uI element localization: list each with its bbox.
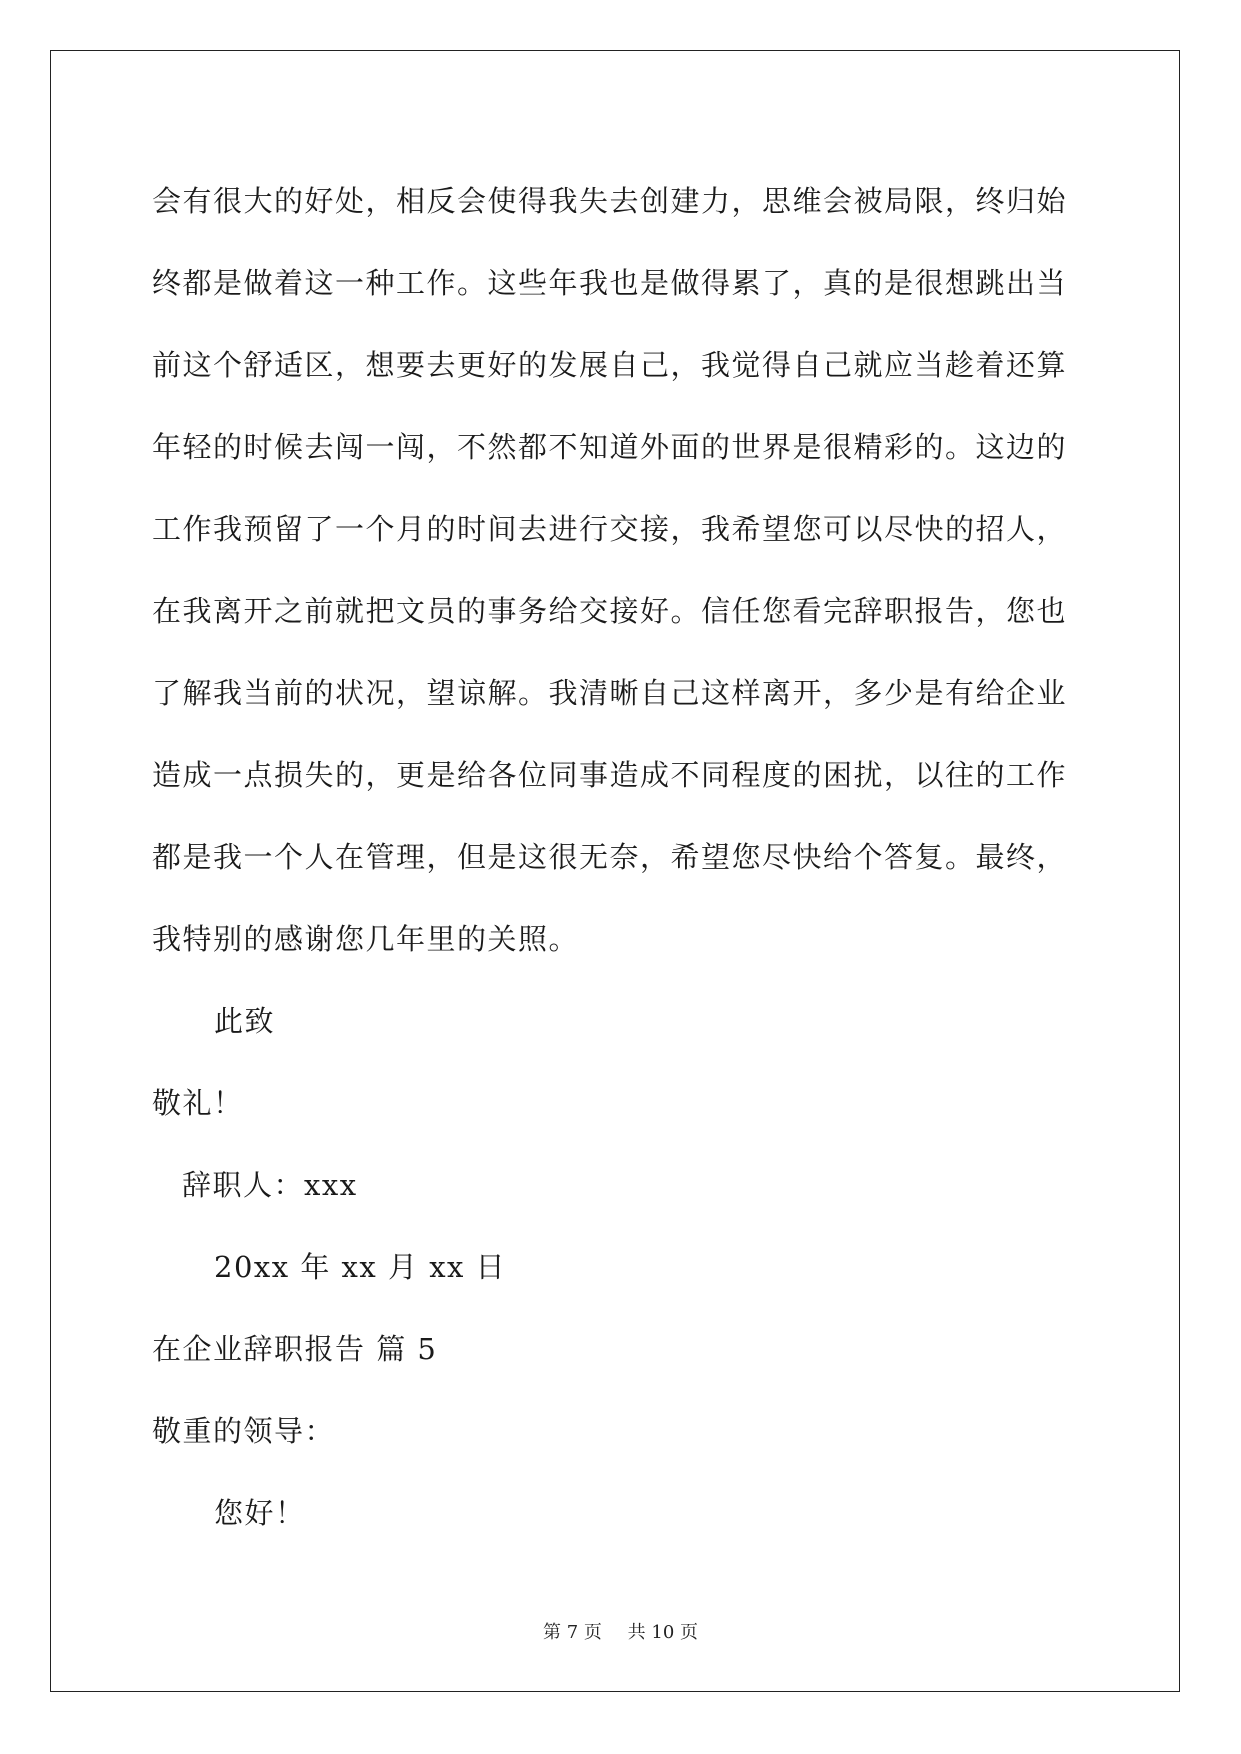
page-total: 共 10 页 (627, 1622, 698, 1643)
paragraph-line: 造成一点损失的，更是给各位同事造成不同程度的困扰，以往的工作 (152, 758, 1068, 792)
paragraph-line: 年轻的时候去闯一闯，不然都不知道外面的世界是很精彩的。这边的 (152, 430, 1068, 464)
closing-jingli: 敬礼！ (152, 1086, 244, 1120)
page-footer (0, 1618, 1241, 1644)
greeting: 您好！ (214, 1496, 306, 1530)
paragraph-line: 前这个舒适区，想要去更好的发展自己，我觉得自己就应当趁着还算 (152, 348, 1068, 382)
paragraph-line: 我特别的感谢您几年里的关照。 (152, 922, 580, 956)
paragraph-line: 了解我当前的状况，望谅解。我清晰自己这样离开，多少是有给企业 (152, 676, 1068, 710)
closing-cizhi: 此致 (214, 1004, 276, 1038)
resigner-signature: 辞职人：xxx (182, 1168, 358, 1202)
resignation-date: 20xx 年 xx 月 xx 日 (214, 1250, 507, 1284)
document-body (152, 160, 1082, 1554)
paragraph-line: 终都是做着这一种工作。这些年我也是做得累了，真的是很想跳出当 (152, 266, 1068, 300)
section-title: 在企业辞职报告 篇 5 (152, 1332, 438, 1366)
paragraph-line: 会有很大的好处，相反会使得我失去创建力，思维会被局限，终归始 (152, 184, 1068, 218)
paragraph-line: 工作我预留了一个月的时间去进行交接，我希望您可以尽快的招人， (152, 512, 1068, 546)
paragraph-line: 都是我一个人在管理，但是这很无奈，希望您尽快给个答复。最终， (152, 840, 1068, 874)
paragraph-line: 在我离开之前就把文员的事务给交接好。信任您看完辞职报告，您也 (152, 594, 1068, 628)
salutation: 敬重的领导： (152, 1414, 336, 1448)
page-number: 第 7 页 (543, 1622, 602, 1643)
